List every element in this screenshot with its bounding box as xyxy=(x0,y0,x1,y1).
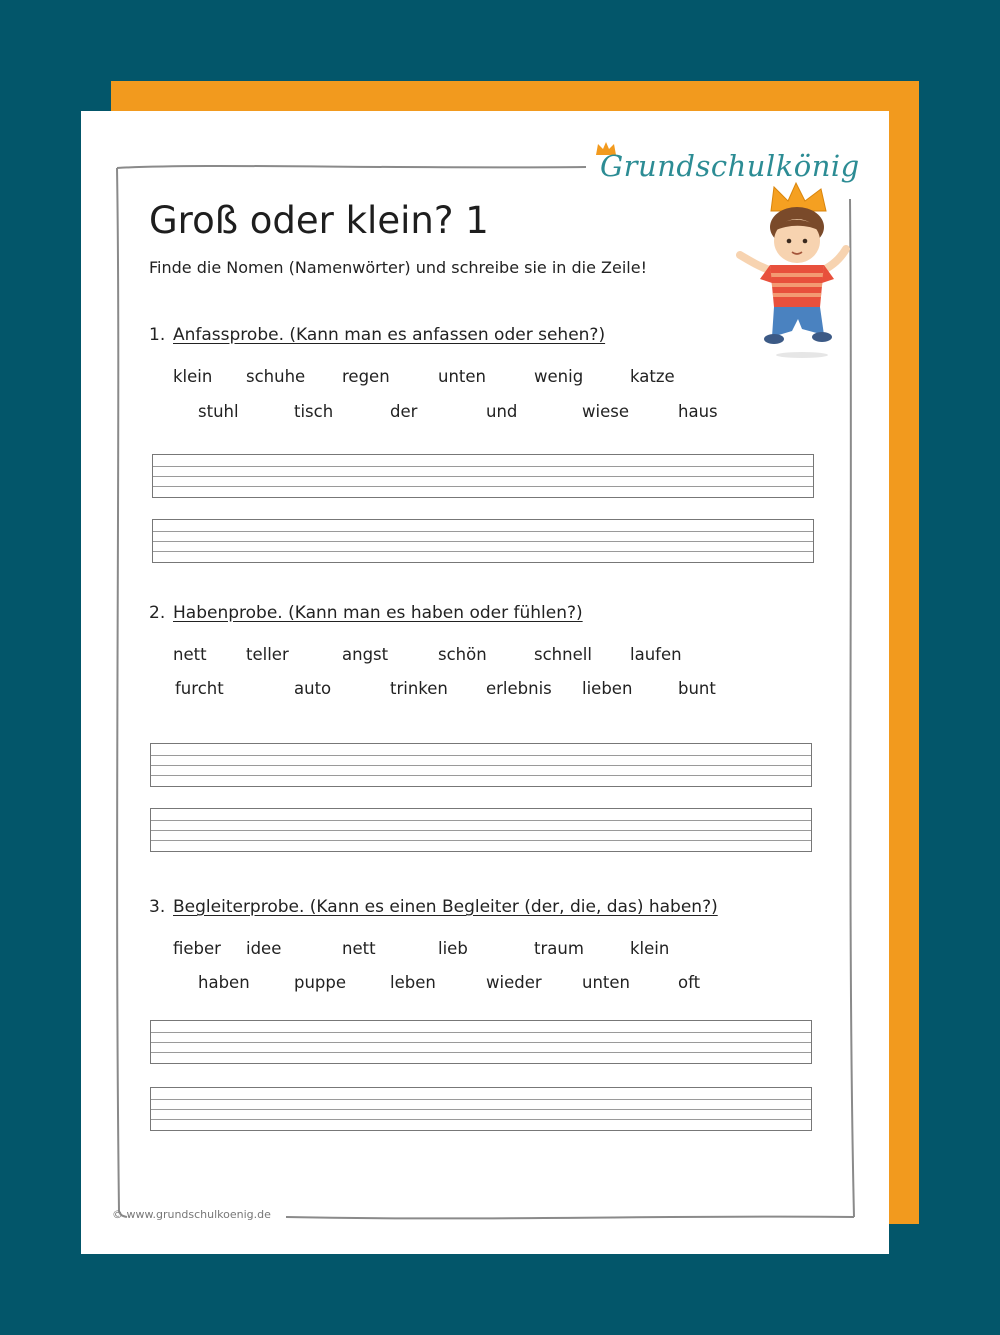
word: haben xyxy=(198,973,250,992)
word: tisch xyxy=(294,402,334,421)
word: der xyxy=(390,402,418,421)
word: lieb xyxy=(438,939,468,958)
jumping-boy-illustration xyxy=(730,179,855,364)
word: traum xyxy=(534,939,584,958)
word: lieben xyxy=(582,679,633,698)
word: wieder xyxy=(486,973,542,992)
word: angst xyxy=(342,645,389,664)
word: laufen xyxy=(630,645,682,664)
instruction-text: Finde die Nomen (Namenwörter) und schreibe sie in die Zeile! xyxy=(149,258,647,277)
word: und xyxy=(486,402,518,421)
task-2-heading xyxy=(149,603,583,623)
word: klein xyxy=(173,367,213,386)
word: regen xyxy=(342,367,390,386)
task-number: 1. xyxy=(149,325,166,345)
word: katze xyxy=(630,367,675,386)
word: klein xyxy=(630,939,670,958)
word: fieber xyxy=(173,939,221,958)
word: schön xyxy=(438,645,487,664)
word: oft xyxy=(678,973,701,992)
writing-lines[interactable] xyxy=(150,743,812,787)
word: trinken xyxy=(390,679,448,698)
word: schnell xyxy=(534,645,592,664)
task-title: Begleiterprobe. (Kann es einen Begleiter (der, die, das) haben?) xyxy=(173,897,718,917)
task-1-heading xyxy=(149,325,605,345)
word: leben xyxy=(390,973,436,992)
writing-lines[interactable] xyxy=(152,519,814,563)
word: idee xyxy=(246,939,282,958)
writing-lines[interactable] xyxy=(152,454,814,498)
task-number: 2. xyxy=(149,603,166,623)
word: bunt xyxy=(678,679,716,698)
word: unten xyxy=(582,973,630,992)
word: haus xyxy=(678,402,718,421)
writing-lines[interactable] xyxy=(150,1087,812,1131)
word: nett xyxy=(342,939,376,958)
word: wiese xyxy=(582,402,629,421)
word: stuhl xyxy=(198,402,239,421)
word: schuhe xyxy=(246,367,306,386)
worksheet-page xyxy=(81,111,889,1254)
word: furcht xyxy=(175,679,224,698)
word: unten xyxy=(438,367,486,386)
writing-lines[interactable] xyxy=(150,1020,812,1064)
copyright-footer: © www.grundschulkoenig.de xyxy=(112,1208,271,1221)
word: auto xyxy=(294,679,332,698)
word: nett xyxy=(173,645,207,664)
word: teller xyxy=(246,645,289,664)
task-title: Anfassprobe. (Kann man es anfassen oder sehen?) xyxy=(173,325,606,345)
writing-lines[interactable] xyxy=(150,808,812,852)
task-title: Habenprobe. (Kann man es haben oder fühlen?) xyxy=(173,603,583,623)
task-3-heading xyxy=(149,897,718,917)
worksheet-title: Groß oder klein? 1 xyxy=(149,199,489,242)
word: erlebnis xyxy=(486,679,552,698)
brand-logo: Grundschulkönig xyxy=(600,149,860,183)
word: puppe xyxy=(294,973,347,992)
word: wenig xyxy=(534,367,584,386)
task-number: 3. xyxy=(149,897,166,917)
